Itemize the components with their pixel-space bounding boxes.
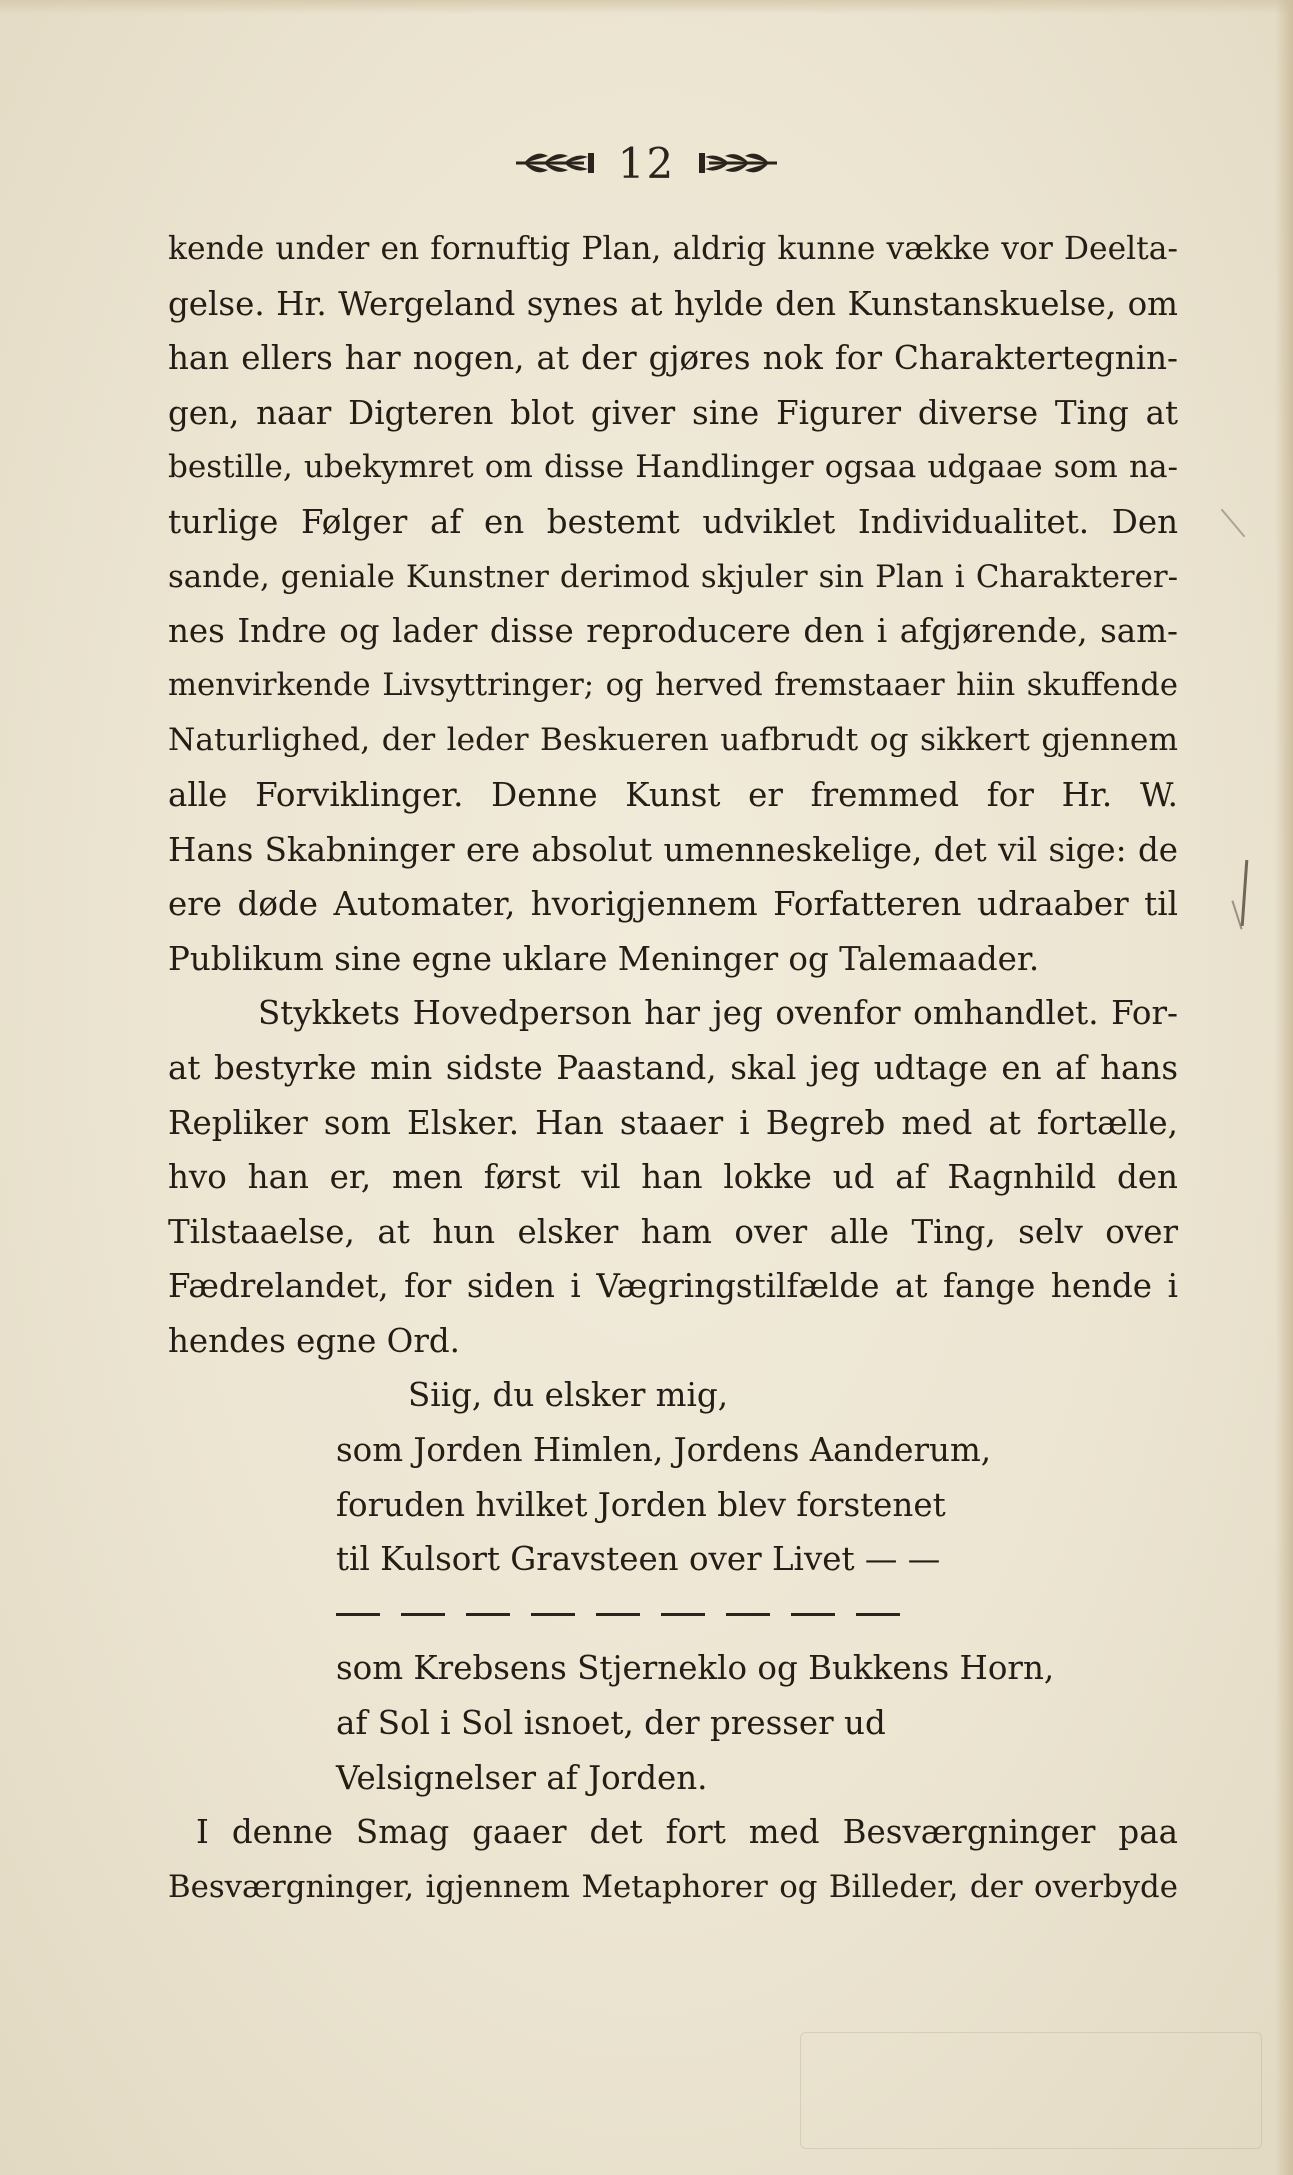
ornament-leaf-right-icon [697, 146, 779, 180]
text-line: han ellers har nogen, at der gjøres nok for Charaktertegnin- [168, 339, 1178, 378]
text-line: hvo han er, men først vil han lokke ud af Ragnhild den [168, 1158, 1178, 1197]
text-line: Publikum sine egne uklare Meninger og Talemaader. [168, 939, 1040, 978]
dash [596, 1613, 640, 1616]
text-line: turlige Følger af en bestemt udviklet Individualitet. Den [168, 502, 1178, 541]
text-line: Hans Skabninger ere absolut umenneskelige, det vil sige: de [168, 830, 1178, 869]
text-line: ere døde Automater, hvorigjennem Forfatteren udraaber til [168, 885, 1178, 924]
pencil-margin-mark [1221, 509, 1246, 538]
text-line: bestille, ubekymret om disse Handlinger ogsaa udgaae som na- [168, 449, 1178, 486]
text-line: kende under en fornuftig Plan, aldrig kunne vække vor Deelta- [168, 231, 1178, 267]
omission-dashes [168, 1587, 1178, 1642]
text-line: Fædrelandet, for siden i Vægringstilfælde at fange hende i [168, 1267, 1178, 1306]
text-line: sande, geniale Kunstner derimod skjuler sin Plan i Charakterer- [168, 558, 1178, 595]
poem-line: til Kulsort Gravsteen over Livet — — [336, 1540, 941, 1579]
pencil-margin-mark [1241, 860, 1249, 926]
poem-quote-continued [168, 1641, 1178, 1805]
dash [791, 1613, 835, 1616]
paragraph-1 [168, 222, 1178, 986]
page-header [0, 128, 1293, 198]
text-line: Besværgninger, igjennem Metaphorer og Billeder, der overbyde [168, 1868, 1178, 1905]
poem-line: Velsignelser af Jorden. [336, 1758, 708, 1797]
dash [336, 1613, 380, 1616]
poem-quote [168, 1368, 1178, 1586]
text-line: menvirkende Livsyttringer; og herved fremstaaer hiin skuffende [168, 667, 1178, 703]
dash [726, 1613, 770, 1616]
text-line: Repliker som Elsker. Han staaer i Begreb med at fortælle, [168, 1103, 1178, 1142]
poem-line: foruden hvilket Jorden blev forstenet [336, 1485, 946, 1524]
poem-line: af Sol i Sol isnoet, der presser ud [336, 1704, 886, 1743]
text-line: nes Indre og lader disse reproducere den i afgjørende, sam- [168, 612, 1178, 651]
text-line: at bestyrke min sidste Paastand, skal jeg udtage en af hans [168, 1048, 1178, 1087]
dash [401, 1613, 445, 1616]
page-top-shadow [0, 0, 1293, 14]
dash [856, 1613, 900, 1616]
text-line: gelse. Hr. Wergeland synes at hylde den Kunstanskuelse, om [168, 284, 1178, 323]
page-right-shadow [1275, 0, 1293, 2175]
poem-line: som Jorden Himlen, Jordens Aanderum, [336, 1431, 992, 1470]
text-line: gen, naar Digteren blot giver sine Figurer diverse Ting at [168, 393, 1178, 432]
faint-stamp-outline [800, 2032, 1262, 2149]
text-line: Naturlighed, der leder Beskueren uafbrudt og sikkert gjennem [168, 722, 1178, 759]
text-line: alle Forviklinger. Denne Kunst er fremmed for Hr. W. [168, 775, 1178, 814]
dash [466, 1613, 510, 1616]
dash [661, 1613, 705, 1616]
text-line: Tilstaaelse, at hun elsker ham over alle Ting, selv over [168, 1212, 1178, 1251]
poem-line: Siig, du elsker mig, [408, 1376, 729, 1415]
text-line: hendes egne Ord. [168, 1321, 460, 1360]
paragraph-2 [168, 986, 1178, 1368]
poem-line: som Krebsens Stjerneklo og Bukkens Horn, [336, 1649, 1055, 1688]
dash [531, 1613, 575, 1616]
body-text [168, 222, 1178, 1914]
text-line: Stykkets Hovedperson har jeg ovenfor omhandlet. For- [258, 994, 1178, 1033]
paragraph-3 [168, 1805, 1178, 1914]
page-number: 12 [617, 138, 676, 188]
text-line: I denne Smag gaaer det fort med Besværgninger paa [196, 1813, 1178, 1852]
ornament-leaf-left-icon [514, 146, 596, 180]
